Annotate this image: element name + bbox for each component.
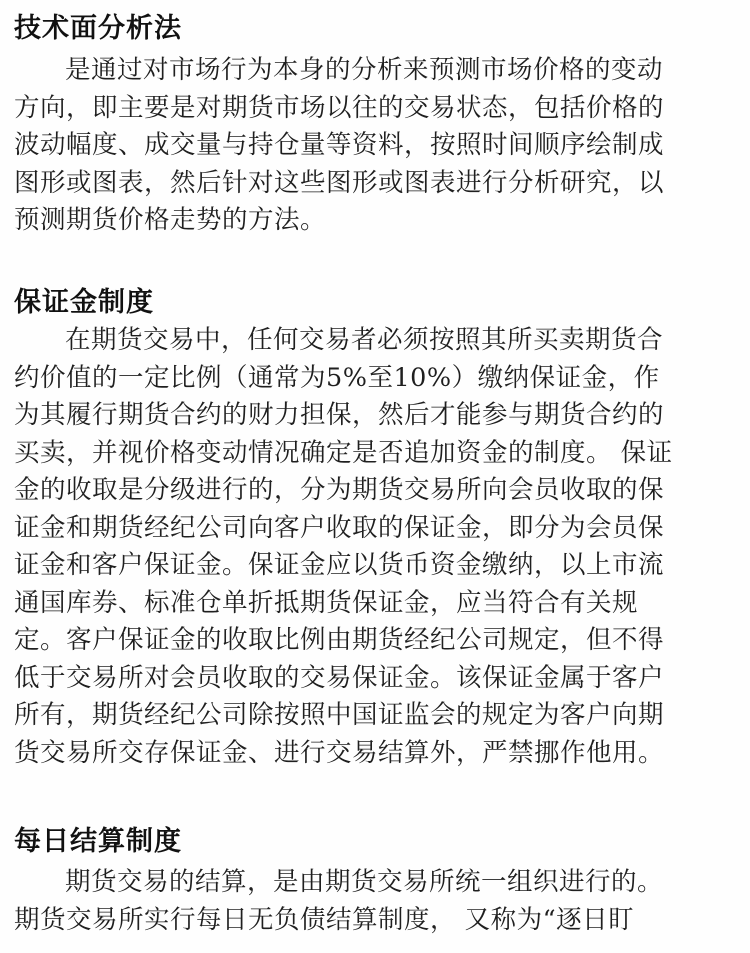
paragraph-line: 方向，即主要是对期货市场以往的交易状态，包括价格的 <box>14 92 665 123</box>
section-body-technical-analysis <box>14 52 728 240</box>
paragraph-line: 低于交易所对会员收取的交易保证金。该保证金属于客户 <box>14 662 665 693</box>
section-heading-technical-analysis: 技术面分析法 <box>14 13 182 44</box>
section-heading-daily-settlement: 每日结算制度 <box>14 826 182 857</box>
paragraph-line: 波动幅度、成交量与持仓量等资料，按照时间顺序绘制成 <box>14 130 665 160</box>
paragraph-line: 证金和期货经纪公司向客户收取的保证金，即分为会员保 <box>14 512 665 543</box>
paragraph-line: 期货交易所实行每日无负债结算制度， 又称为“逐日盯 <box>14 904 635 935</box>
paragraph-line: 通国库券、标准仓单折抵期货保证金，应当符合有关规 <box>14 587 639 618</box>
paragraph-line: 期货交易的结算，是由期货交易所统一组织进行的。 <box>65 867 664 897</box>
paragraph-line: 预测期货价格走势的方法。 <box>14 205 327 235</box>
paragraph-line: 为其履行期货合约的财力担保，然后才能参与期货合约的 <box>14 400 665 430</box>
paragraph-line: 定。客户保证金的收取比例由期货经纪公司规定，但不得 <box>14 625 665 655</box>
section-body-margin-system <box>14 322 728 772</box>
paragraph-line: 买卖，并视价格变动情况确定是否追加资金的制度。 保证 <box>14 437 673 468</box>
paragraph-line: 是通过对市场行为本身的分析来预测市场价格的变动 <box>65 55 664 85</box>
section-body-daily-settlement <box>14 864 728 939</box>
paragraph-line: 金的收取是分级进行的，分为期货交易所向会员收取的保 <box>14 475 665 505</box>
paragraph-line: 在期货交易中，任何交易者必须按照其所买卖期货合 <box>65 325 664 355</box>
paragraph-line: 所有，期货经纪公司除按照中国证监会的规定为客户向期 <box>14 700 665 730</box>
section-heading-margin-system: 保证金制度 <box>14 287 154 318</box>
paragraph-line: 证金和客户保证金。保证金应以货币资金缴纳，以上市流 <box>14 550 665 580</box>
paragraph-line: 图形或图表，然后针对这些图形或图表进行分析研究，以 <box>14 167 665 198</box>
paragraph-line: 货交易所交存保证金、进行交易结算外，严禁挪作他用。 <box>14 737 665 768</box>
paragraph-line: 约价值的一定比例（通常为5%至10%）缴纳保证金，作 <box>14 362 660 393</box>
